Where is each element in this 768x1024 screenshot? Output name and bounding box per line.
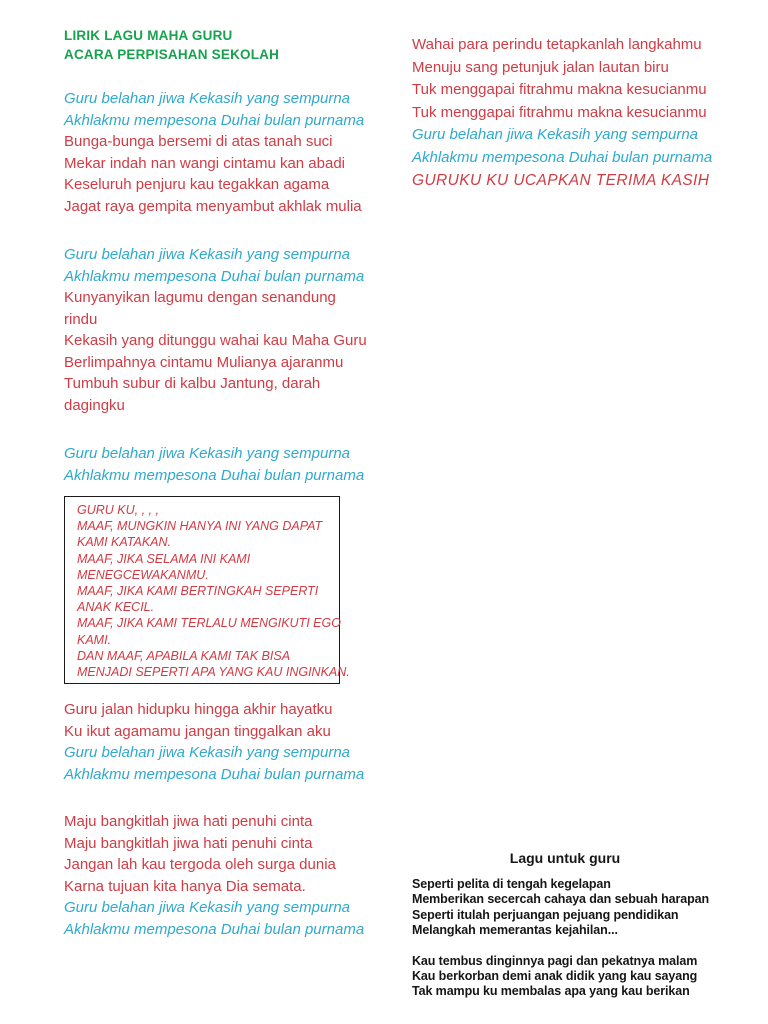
song-line: Memberikan secercah cahaya dan sebuah harapan — [412, 892, 710, 907]
stanza-2 — [64, 244, 400, 416]
lyric-line: Guru belahan jiwa Kekasih yang sempurna — [64, 899, 351, 917]
stanza-3 — [64, 443, 400, 486]
lyric-line: Guru belahan jiwa Kekasih yang sempurna — [64, 445, 351, 462]
lyric-line: rindu — [64, 310, 98, 328]
apology-line: MENJADI SEPERTI APA YANG KAU INGINKAN. — [77, 665, 350, 680]
stanza-1 — [64, 88, 400, 217]
apology-line: KAMI. — [77, 632, 112, 647]
closing-thanks-line: GURUKU KU UCAPKAN TERIMA KASIH — [412, 171, 710, 189]
left-column — [64, 26, 400, 940]
lyric-line: Kunyanyikan lagumu dengan senandung — [64, 289, 336, 306]
lyric-line: Karna tujuan kita hanya Dia semata. — [64, 877, 306, 895]
bottom-song-block — [412, 850, 718, 1000]
lyric-line: Guru belahan jiwa Kekasih yang sempurna — [64, 744, 351, 762]
lyric-line: Tuk menggapai fitrahmu makna kesucianmu — [412, 103, 707, 121]
page-title-line-1: LIRIK LAGU MAHA GURU — [64, 28, 233, 43]
apology-line: MAAF, JIKA KAMI TERLALU MENGIKUTI EGO — [77, 616, 341, 631]
lyric-line: Tumbuh subur di kalbu Jantung, darah — [64, 375, 321, 392]
lyric-line: Maju bangkitlah jiwa hati penuhi cinta — [64, 813, 313, 831]
lyric-line: Maju bangkitlah jiwa hati penuhi cinta — [64, 834, 313, 852]
page-title-line-2: ACARA PERPISAHAN SEKOLAH — [64, 47, 280, 62]
lyric-line: Akhlakmu mempesona Duhai bulan purnama — [64, 111, 365, 129]
apology-line: ANAK KECIL. — [77, 600, 155, 615]
lyric-line: Guru jalan hidupku hingga akhir hayatku — [64, 701, 333, 719]
lyric-line: Kekasih yang ditunggu wahai kau Maha Guru — [64, 332, 367, 349]
stanza-5 — [64, 811, 400, 940]
song-line: Melangkah memerantas kejahilan... — [412, 923, 618, 938]
lyric-line: Keseluruh penjuru kau tegakkan agama — [64, 176, 330, 193]
stanza-spacer — [412, 939, 718, 954]
lyric-line: Akhlakmu mempesona Duhai bulan purnama — [412, 148, 713, 166]
apology-line: GURU KU, , , , — [77, 503, 159, 517]
page-title — [64, 26, 400, 64]
lyric-line: Jangan lah kau tergoda oleh surga dunia — [64, 856, 336, 874]
lyric-line: Akhlakmu mempesona Duhai bulan purnama — [64, 920, 365, 938]
lyric-line: Mekar indah nan wangi cintamu kan abadi — [64, 154, 346, 172]
lyric-line: Ku ikut agamamu jangan tinggalkan aku — [64, 722, 331, 740]
song-line: Seperti itulah perjuangan pejuang pendidikan — [412, 907, 679, 922]
lyric-line: dagingku — [64, 396, 125, 414]
apology-line: MAAF, MUNGKIN HANYA INI YANG DAPAT — [77, 519, 323, 534]
lyric-line: Wahai para perindu tetapkanlah langkahmu — [412, 36, 702, 53]
apology-line: MAAF, JIKA KAMI BERTINGKAH SEPERTI — [77, 584, 319, 599]
stanza-4 — [64, 699, 400, 785]
lyric-line: Guru belahan jiwa Kekasih yang sempurna — [412, 126, 699, 144]
song-heading: Lagu untuk guru — [509, 850, 621, 866]
right-column — [412, 34, 756, 192]
lyric-line: Bunga-bunga bersemi di atas tanah suci — [64, 133, 333, 150]
lyric-line: Guru belahan jiwa Kekasih yang sempurna — [64, 90, 351, 107]
song-line: Kau berkorban demi anak didik yang kau sayang — [412, 969, 698, 984]
lyric-line: Jagat raya gempita menyambut akhlak mulia — [64, 197, 362, 215]
apology-line: KAMI KATAKAN. — [77, 535, 172, 550]
song-line: Kau tembus dinginnya pagi dan pekatnya malam — [412, 953, 698, 968]
song-stanza-2 — [412, 954, 718, 1000]
apology-line: MENEGCEWAKANMU. — [77, 567, 209, 582]
stanza-right — [412, 34, 756, 192]
lyric-line: Berlimpahnya cintamu Mulianya ajaranmu — [64, 353, 344, 371]
song-line: Seperti pelita di tengah kegelapan — [412, 877, 611, 891]
song-stanza-1 — [412, 877, 718, 939]
lyric-line: Guru belahan jiwa Kekasih yang sempurna — [64, 246, 351, 263]
lyric-line: Menuju sang petunjuk jalan lautan biru — [412, 58, 669, 76]
apology-line: MAAF, JIKA SELAMA INI KAMI — [77, 551, 251, 566]
lyric-line: Akhlakmu mempesona Duhai bulan purnama — [64, 267, 365, 285]
lyric-line: Tuk menggapai fitrahmu makna kesucianmu — [412, 81, 707, 99]
song-line: Tak mampu ku membalas apa yang kau berikan — [412, 984, 690, 999]
lyric-line: Akhlakmu mempesona Duhai bulan purnama — [64, 466, 365, 484]
lyric-line: Akhlakmu mempesona Duhai bulan purnama — [64, 765, 365, 783]
apology-box — [64, 496, 350, 684]
apology-line: DAN MAAF, APABILA KAMI TAK BISA — [77, 648, 291, 663]
